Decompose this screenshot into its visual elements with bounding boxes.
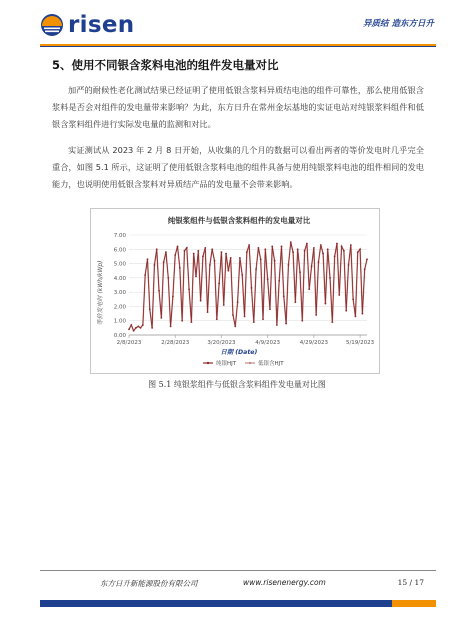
data-point: [350, 244, 352, 246]
data-point: [285, 323, 287, 325]
data-point: [177, 246, 179, 248]
risen-logo: [40, 10, 134, 40]
brand-name: risen: [68, 12, 135, 38]
data-point: [239, 257, 241, 259]
data-point: [234, 326, 236, 328]
data-point: [147, 258, 149, 260]
data-point: [207, 311, 209, 313]
data-point: [156, 248, 158, 250]
data-point: [359, 248, 361, 250]
x-tick-label: 2/28/2023: [161, 340, 190, 346]
data-point: [133, 330, 135, 332]
data-point: [188, 288, 190, 290]
x-tick-label: 4/9/2023: [255, 340, 280, 346]
data-point: [211, 248, 213, 250]
data-point: [301, 320, 303, 322]
data-point: [304, 250, 306, 252]
y-tick-label: 0.00: [113, 333, 126, 339]
x-tick-label: 3/20/2023: [207, 340, 236, 346]
data-point: [329, 277, 331, 279]
data-point: [144, 274, 146, 276]
data-point: [262, 318, 264, 320]
data-point: [345, 310, 347, 312]
legend-marker: [207, 362, 209, 364]
data-point: [167, 277, 169, 279]
data-point: [170, 326, 172, 328]
data-point: [299, 271, 301, 273]
x-tick-label: 4/29/2023: [299, 340, 328, 346]
y-tick-label: 6.00: [113, 247, 126, 254]
data-point: [283, 296, 285, 298]
chart-figure: [90, 208, 380, 374]
footer-bar-blue: [40, 600, 392, 607]
data-point: [276, 324, 278, 326]
y-tick-label: 2.00: [113, 304, 126, 311]
data-point: [267, 278, 269, 280]
legend-label: 纯银HJT: [216, 361, 237, 367]
chart-legend: [203, 359, 284, 367]
energy-yield-line-chart: [91, 209, 379, 373]
data-point: [142, 324, 144, 326]
data-point: [179, 267, 181, 269]
data-point: [128, 328, 130, 330]
data-point: [218, 283, 220, 285]
data-point: [264, 248, 266, 250]
header-divider-blue: [40, 46, 436, 47]
data-point: [271, 246, 273, 248]
data-point: [151, 327, 153, 329]
data-point: [311, 266, 313, 268]
data-point: [160, 317, 162, 319]
section-title: 5、使用不同银含浆料电池的组件发电量对比: [52, 58, 279, 72]
x-tick-label: 2/8/2023: [116, 340, 142, 346]
data-point: [278, 280, 280, 282]
data-point: [209, 264, 211, 266]
data-point: [318, 261, 320, 263]
data-point: [244, 316, 246, 318]
data-point: [357, 251, 359, 253]
data-point: [260, 258, 262, 260]
data-point: [230, 257, 232, 259]
data-point: [241, 274, 243, 276]
x-axis-label: 日期 (Date): [220, 349, 258, 356]
data-point: [202, 256, 204, 258]
data-point: [294, 301, 296, 303]
data-point: [322, 253, 324, 255]
footer-website[interactable]: www.risenenergy.com: [243, 578, 326, 587]
data-point: [200, 300, 202, 302]
data-point: [281, 246, 283, 248]
data-point: [214, 260, 216, 262]
data-point: [130, 324, 132, 326]
data-point: [221, 251, 223, 253]
data-point: [320, 244, 322, 246]
legend-marker: [249, 362, 251, 364]
data-point: [292, 251, 294, 253]
data-point: [140, 327, 142, 329]
data-point: [135, 327, 137, 329]
data-point: [248, 244, 250, 246]
data-point: [190, 321, 192, 323]
chart-title: 纯银浆组件与低银含浆料组件的发电量对比: [167, 216, 311, 225]
y-axis-label: 等价发电时 (kWh/kWp): [97, 260, 104, 326]
data-point: [325, 303, 327, 305]
series-line: [129, 242, 367, 331]
data-point: [172, 296, 174, 298]
data-point: [237, 301, 239, 303]
y-tick-label: 7.00: [113, 233, 126, 239]
data-point: [257, 247, 259, 249]
data-point: [216, 318, 218, 320]
data-point: [348, 264, 350, 266]
footer-company: 东方日升新能源股份有限公司: [100, 579, 198, 588]
data-point: [253, 321, 255, 323]
paragraph-2: 实证测试从 2023 年 2 月 8 日开始，从收集的几个月的数据可以看出两者的等价发电时几乎完全重合，如图 5.1 所示，这证明了使用低银含浆料电池的组件具备与使用纯银浆料电池的组件相同的发电能力，也说明使用低银含浆料对异质结产品的发电量不会带来影响。: [52, 145, 424, 189]
y-tick-label: 3.00: [113, 290, 126, 297]
data-point: [361, 313, 363, 315]
data-point: [327, 248, 329, 250]
data-point: [251, 287, 253, 289]
legend-label: 低银含HJT: [258, 361, 284, 367]
data-point: [341, 246, 343, 248]
x-tick-label: 5/19/2023: [345, 340, 375, 346]
data-point: [195, 276, 197, 278]
data-point: [232, 314, 234, 316]
data-point: [366, 258, 368, 260]
page-header: [0, 0, 474, 48]
data-point: [165, 251, 167, 253]
data-point: [290, 241, 292, 243]
data-point: [223, 304, 225, 306]
data-point: [255, 268, 257, 270]
data-point: [149, 308, 151, 310]
data-point: [184, 250, 186, 252]
data-point: [297, 248, 299, 250]
data-point: [174, 254, 176, 256]
paragraph-1: 加严的耐候性老化测试结果已经证明了使用低银含浆料异质结电池的组件可靠性，那么使用低银含浆料是否会对组件的发电量带来影响？为此，东方日升在常州金坛基地的实证电站对纯银浆料组件和低银含浆料组件进行实际发电量的监测和对比。: [52, 85, 424, 129]
data-point: [158, 290, 160, 292]
data-point: [193, 253, 195, 255]
data-point: [225, 253, 227, 255]
data-point: [364, 268, 366, 270]
data-point: [338, 294, 340, 296]
data-point: [186, 247, 188, 249]
data-point: [308, 288, 310, 290]
y-tick-label: 5.00: [113, 261, 126, 268]
data-point: [334, 256, 336, 258]
data-point: [331, 321, 333, 323]
data-point: [352, 298, 354, 300]
page-number: 15 / 17: [397, 578, 424, 587]
data-point: [181, 320, 183, 322]
data-point: [154, 264, 156, 266]
data-point: [315, 314, 317, 316]
y-tick-label: 1.00: [113, 318, 126, 325]
sun-logo-icon: [40, 13, 64, 37]
data-point: [197, 250, 199, 252]
data-point: [227, 270, 229, 272]
data-point: [204, 247, 206, 249]
data-point: [246, 251, 248, 253]
data-point: [269, 308, 271, 310]
data-point: [163, 261, 165, 263]
data-point: [288, 264, 290, 266]
header-slogan: 异质结 造东方日升: [363, 19, 434, 29]
footer-bar-orange: [392, 600, 436, 607]
figure-caption: 图 5.1 纯银浆组件与低银含浆料组件发电量对比图: [148, 380, 326, 389]
data-point: [306, 243, 308, 245]
data-point: [137, 326, 139, 328]
data-point: [343, 250, 345, 252]
data-point: [336, 243, 338, 245]
y-tick-label: 4.00: [113, 275, 126, 282]
footer-divider: [40, 570, 436, 571]
data-point: [313, 247, 315, 249]
data-point: [355, 316, 357, 318]
data-point: [274, 260, 276, 262]
